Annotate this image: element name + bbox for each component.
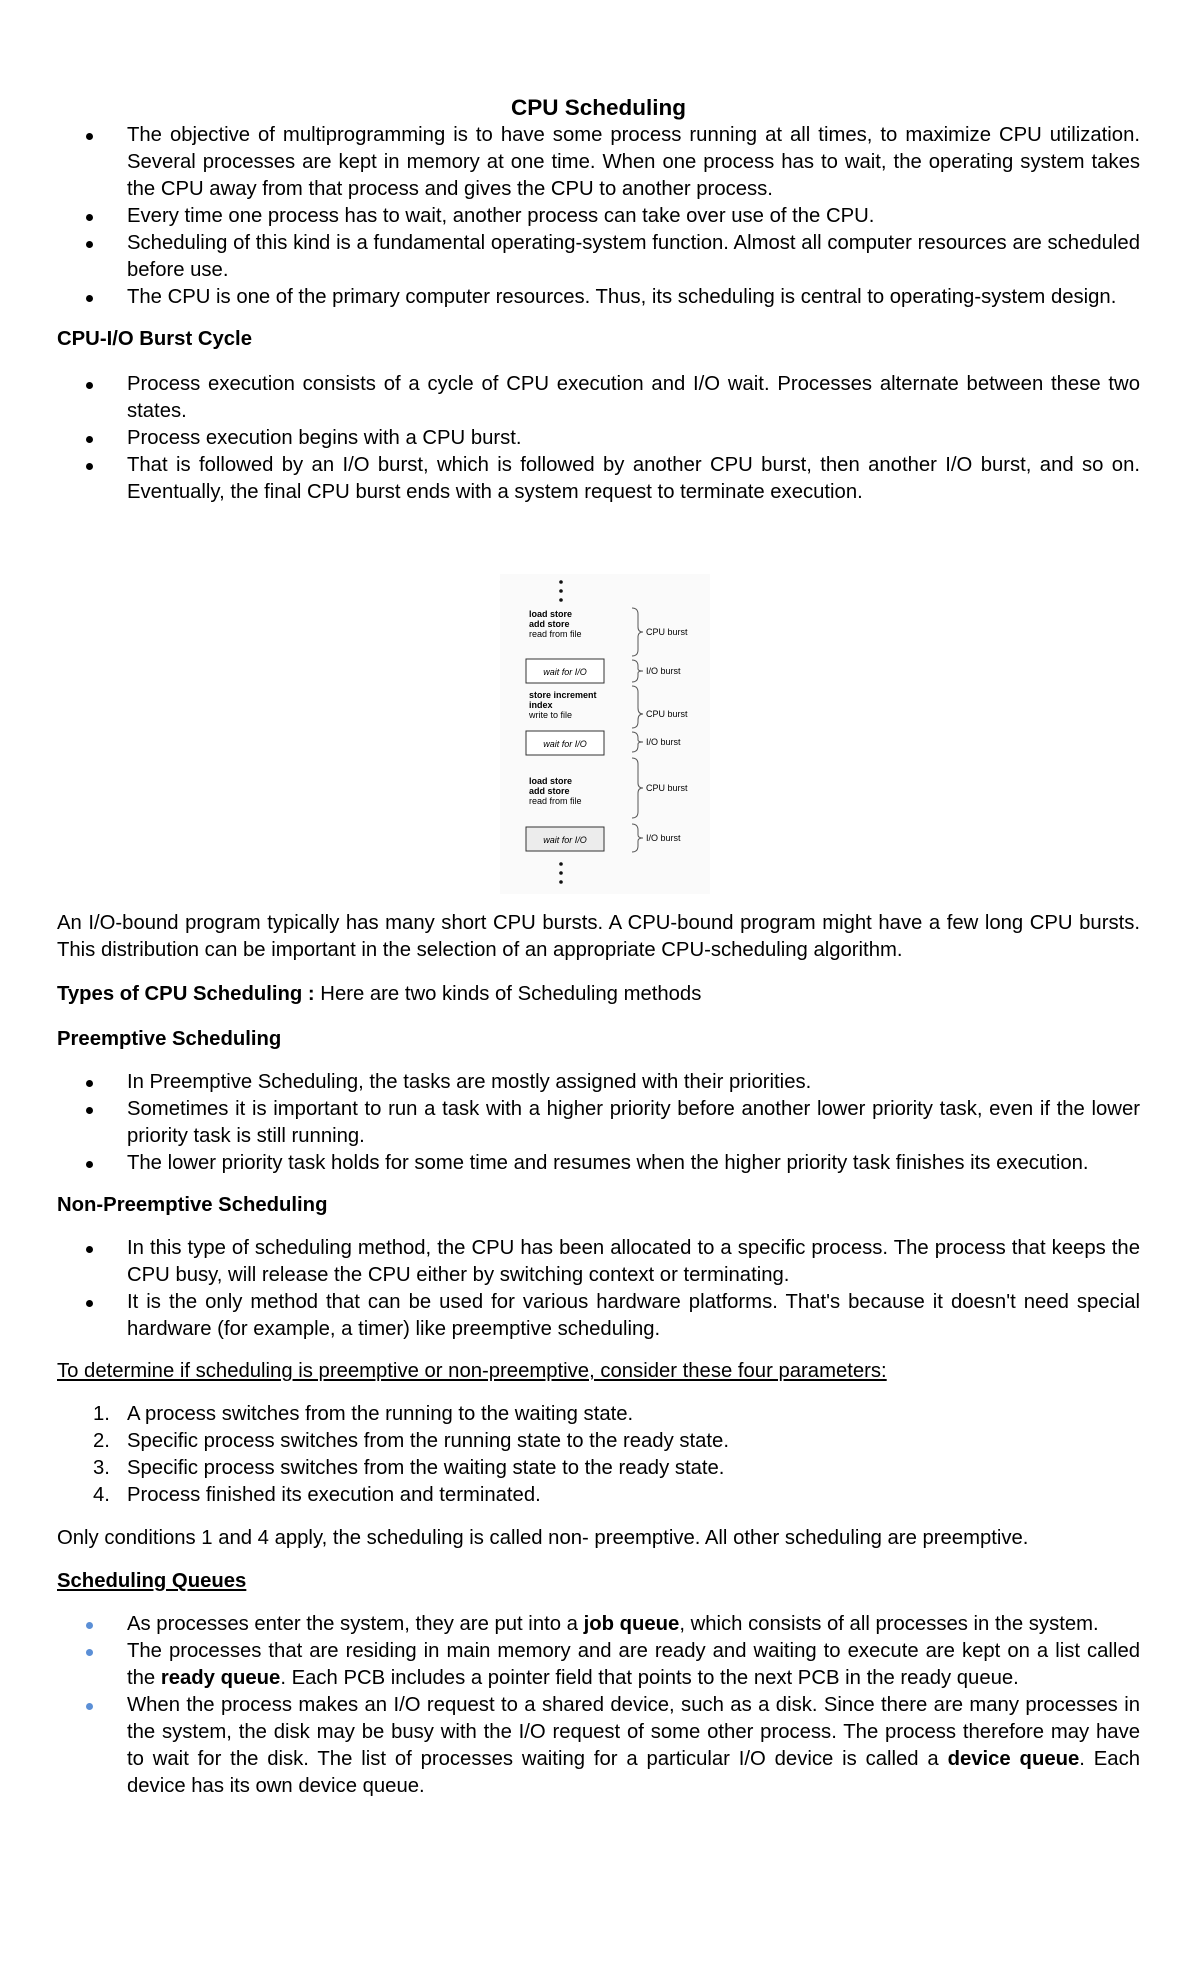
types-line — [57, 981, 1140, 1008]
list-item — [57, 1692, 1140, 1800]
diagram-text: wait for I/O — [543, 667, 587, 677]
text-run: . Each device has its own device queue. — [127, 1748, 1140, 1797]
lower-section — [57, 910, 1140, 1800]
diagram-text: write to file — [529, 710, 573, 720]
list-item: The CPU is one of the primary computer resources. Thus, its scheduling is central to operating-system design. — [57, 284, 1140, 311]
diagram-text: load store — [529, 776, 573, 786]
preemptive-heading: Preemptive Scheduling — [57, 1028, 282, 1050]
preemptive-list — [57, 1069, 1140, 1177]
term-ready-queue: ready queue — [160, 1667, 281, 1689]
list-item: Process execution begins with a CPU burst. — [57, 425, 1140, 452]
page-title: CPU Scheduling — [510, 95, 686, 120]
text-run: . Each PCB includes a pointer field that points to the next PCB in the ready queue. — [280, 1667, 1019, 1689]
list-item: Sometimes it is important to run a task with a higher priority before another lower priority task, even if the lower priority task is still running. — [57, 1096, 1140, 1150]
list-item: The lower priority task holds for some time and resumes when the higher priority task finishes its execution. — [57, 1150, 1140, 1177]
list-text: Process finished its execution and terminated. — [127, 1484, 541, 1506]
list-item — [57, 1638, 1140, 1692]
diagram-text: I/O burst — [646, 833, 681, 843]
burst-list — [57, 371, 1140, 506]
list-text: Specific process switches from the waiting state to the ready state. — [127, 1457, 725, 1479]
intro-list — [57, 122, 1140, 311]
diagram-text: add store — [529, 786, 570, 796]
burst-heading: CPU-I/O Burst Cycle — [57, 328, 252, 350]
queues-list — [57, 1611, 1140, 1800]
diagram-text: wait for I/O — [543, 739, 587, 749]
diagram-text: I/O burst — [646, 666, 681, 676]
types-text: Here are two kinds of Scheduling methods — [314, 983, 702, 1005]
list-number: 3. — [93, 1457, 110, 1479]
list-item — [57, 1401, 1140, 1428]
types-heading: Types of CPU Scheduling : — [57, 983, 315, 1005]
list-item: That is followed by an I/O burst, which is followed by another CPU burst, then another I/O burst, and so on. Eventually, the final CPU burst ends with a system request to terminate execution. — [57, 452, 1140, 506]
diagram-text: CPU burst — [646, 627, 688, 637]
diagram-text: I/O burst — [646, 737, 681, 747]
text-run: The processes that are residing in main memory and are ready and waiting to execute are kept on a list called the — [127, 1640, 1140, 1689]
list-number: 2. — [93, 1430, 110, 1452]
cpu-io-burst-diagram — [57, 574, 1140, 894]
parameters-intro: To determine if scheduling is preemptive or non-preemptive, consider these four parameters: — [57, 1360, 887, 1382]
text-run: , which consists of all processes in the system. — [679, 1613, 1099, 1635]
text-run: As processes enter the system, they are put into a — [127, 1613, 584, 1635]
diagram-text: read from file — [529, 796, 582, 806]
diagram-text: CPU burst — [646, 783, 688, 793]
parameters-conclusion: Only conditions 1 and 4 apply, the scheduling is called non- preemptive. All other scheduling are preemptive. — [57, 1527, 1029, 1549]
non-preemptive-list — [57, 1235, 1140, 1343]
list-number: 4. — [93, 1484, 110, 1506]
list-number: 1. — [93, 1403, 110, 1425]
list-item: Every time one process has to wait, another process can take over use of the CPU. — [57, 203, 1140, 230]
non-preemptive-heading: Non-Preemptive Scheduling — [57, 1194, 328, 1216]
list-item — [57, 1455, 1140, 1482]
diagram-text: load store — [529, 609, 573, 619]
list-item: Scheduling of this kind is a fundamental operating-system function. Almost all computer resources are scheduled before use. — [57, 230, 1140, 284]
term-device-queue: device queue — [947, 1748, 1080, 1770]
diagram-text: add store — [529, 619, 570, 629]
list-item: It is the only method that can be used for various hardware platforms. That's because it doesn't need special hardware (for example, a timer) like preemptive scheduling. — [57, 1289, 1140, 1343]
diagram-text: index — [529, 700, 553, 710]
list-text: A process switches from the running to the waiting state. — [127, 1403, 634, 1425]
list-item — [57, 1482, 1140, 1509]
diagram-text: store increment — [529, 690, 597, 700]
queues-heading: Scheduling Queues — [57, 1570, 247, 1592]
list-item — [57, 1428, 1140, 1455]
list-item: The objective of multiprogramming is to have some process running at all times, to maximize CPU utilization. Several processes are kept in memory at one time. When one process has to wait, the operating system takes the CPU away from that process and gives the CPU to another process. — [57, 122, 1140, 203]
diagram-text: read from file — [529, 629, 582, 639]
parameters-list — [57, 1401, 1140, 1509]
document-page — [57, 94, 1140, 1797]
list-item — [57, 1611, 1140, 1638]
list-item: Process execution consists of a cycle of CPU execution and I/O wait. Processes alternate between these two states. — [57, 371, 1140, 425]
term-job-queue: job queue — [583, 1613, 680, 1635]
after-diagram-paragraph: An I/O-bound program typically has many short CPU bursts. A CPU-bound program might have a few long CPU bursts. This distribution can be important in the selection of an appropriate CPU-scheduling algorithm. — [57, 912, 1140, 961]
diagram-text: wait for I/O — [543, 835, 587, 845]
list-item: In Preemptive Scheduling, the tasks are mostly assigned with their priorities. — [57, 1069, 1140, 1096]
list-item: In this type of scheduling method, the CPU has been allocated to a specific process. The process that keeps the CPU busy, will release the CPU either by switching context or terminating. — [57, 1235, 1140, 1289]
diagram-text: CPU burst — [646, 709, 688, 719]
text-run: When the process makes an I/O request to a shared device, such as a disk. Since there are many processes in the system, the disk may be busy with the I/O request of some other process. The process therefore may have to wait for the disk. The list of processes waiting for a particular I/O device is called a — [127, 1694, 1140, 1770]
list-text: Specific process switches from the running state to the ready state. — [127, 1430, 729, 1452]
